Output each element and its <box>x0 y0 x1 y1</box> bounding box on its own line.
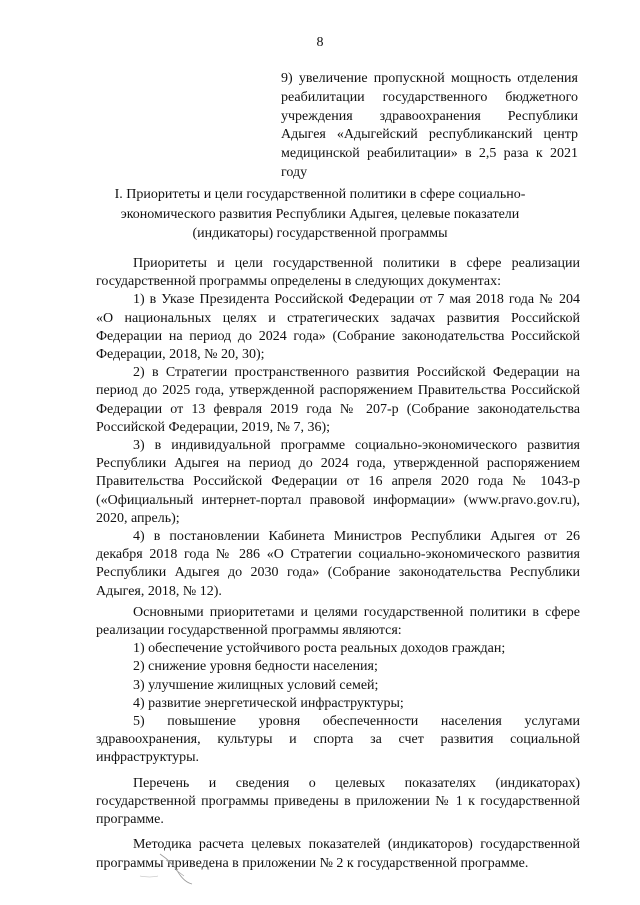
ink-mark <box>120 850 210 890</box>
priority-item-5: 5) повышение уровня обеспеченности населения услугами здравоохранения, культуры и спорта за счет развития социальной инфраструктуры. <box>96 714 580 766</box>
paragraph-intro: Приоритеты и цели государственной политики в сфере реализации государственной программы определены в следующих документах: <box>96 256 580 290</box>
paragraph-priorities: Основными приоритетами и целями государственной политики в сфере реализации государственной программы являются: <box>96 604 580 639</box>
paragraph-item-1: 1) в Указе Президента Российской Федерации от 7 мая 2018 года № 204 «О национальных целях и стратегических задачах развития Российской Федерации на период до 2024 года» (Собрание законодательства Российской Федерации, 2018, № 20, 30); <box>96 292 580 363</box>
paragraph-indicators-method: Методика расчета целевых показателей (индикаторов) государственной программы приведена в приложении № 2 к государственной программе. <box>96 837 580 871</box>
priority-item-4: 4) развитие энергетической инфраструктуры; <box>133 695 404 711</box>
section-heading: I. Приоритеты и цели государственной политики в сфере социально-экономического развития Республики Адыгея, целевые показатели (индикаторы) государственной программы <box>114 187 526 241</box>
list-item-9: 9) увеличение пропускной мощность отделения реабилитации государственного бюджетного учреждения здравоохранения Республики Адыгея «Адыгейский республиканский центр медицинской реабилитации» в 2,5 раза к 2021 году <box>281 71 578 180</box>
priority-item-1: 1) обеспечение устойчивого роста реальных доходов граждан; <box>133 641 506 657</box>
paragraph-item-3: 3) в индивидуальной программе социально-экономического развития Республики Адыгея на период до 2024 года, утвержденной распоряжением Правительства Российской Федерации от 16 апреля 2020 года № 1043-р («Официальный интернет-портал правовой информации» (www.pravo.gov.ru), 2020, апрель); <box>96 438 580 526</box>
body-text <box>96 255 580 873</box>
paragraph-item-2: 2) в Стратегии пространственного развития Российской Федерации на период до 2025 года, утвержденной распоряжением Правительства Российской Федерации от 13 февраля 2019 года № 207-р (Собрание законодательства Российской Федерации, 2019, № 7, 36); <box>96 365 580 435</box>
priority-item-2: 2) снижение уровня бедности населения; <box>133 659 378 675</box>
paragraph-item-4: 4) в постановлении Кабинета Министров Республики Адыгея от 26 декабря 2018 года № 286 «О Стратегии социально-экономического развития Республики Адыгея до 2030 года» (Собрание законодательства Республики Адыгея, 2018, № 12). <box>96 529 580 599</box>
paragraph-indicators-list: Перечень и сведения о целевых показателях (индикаторах) государственной программы приведены в приложении № 1 к государственной программе. <box>96 775 580 828</box>
page-number: 8 <box>316 35 324 50</box>
priority-item-3: 3) улучшение жилищных условий семей; <box>133 677 379 693</box>
